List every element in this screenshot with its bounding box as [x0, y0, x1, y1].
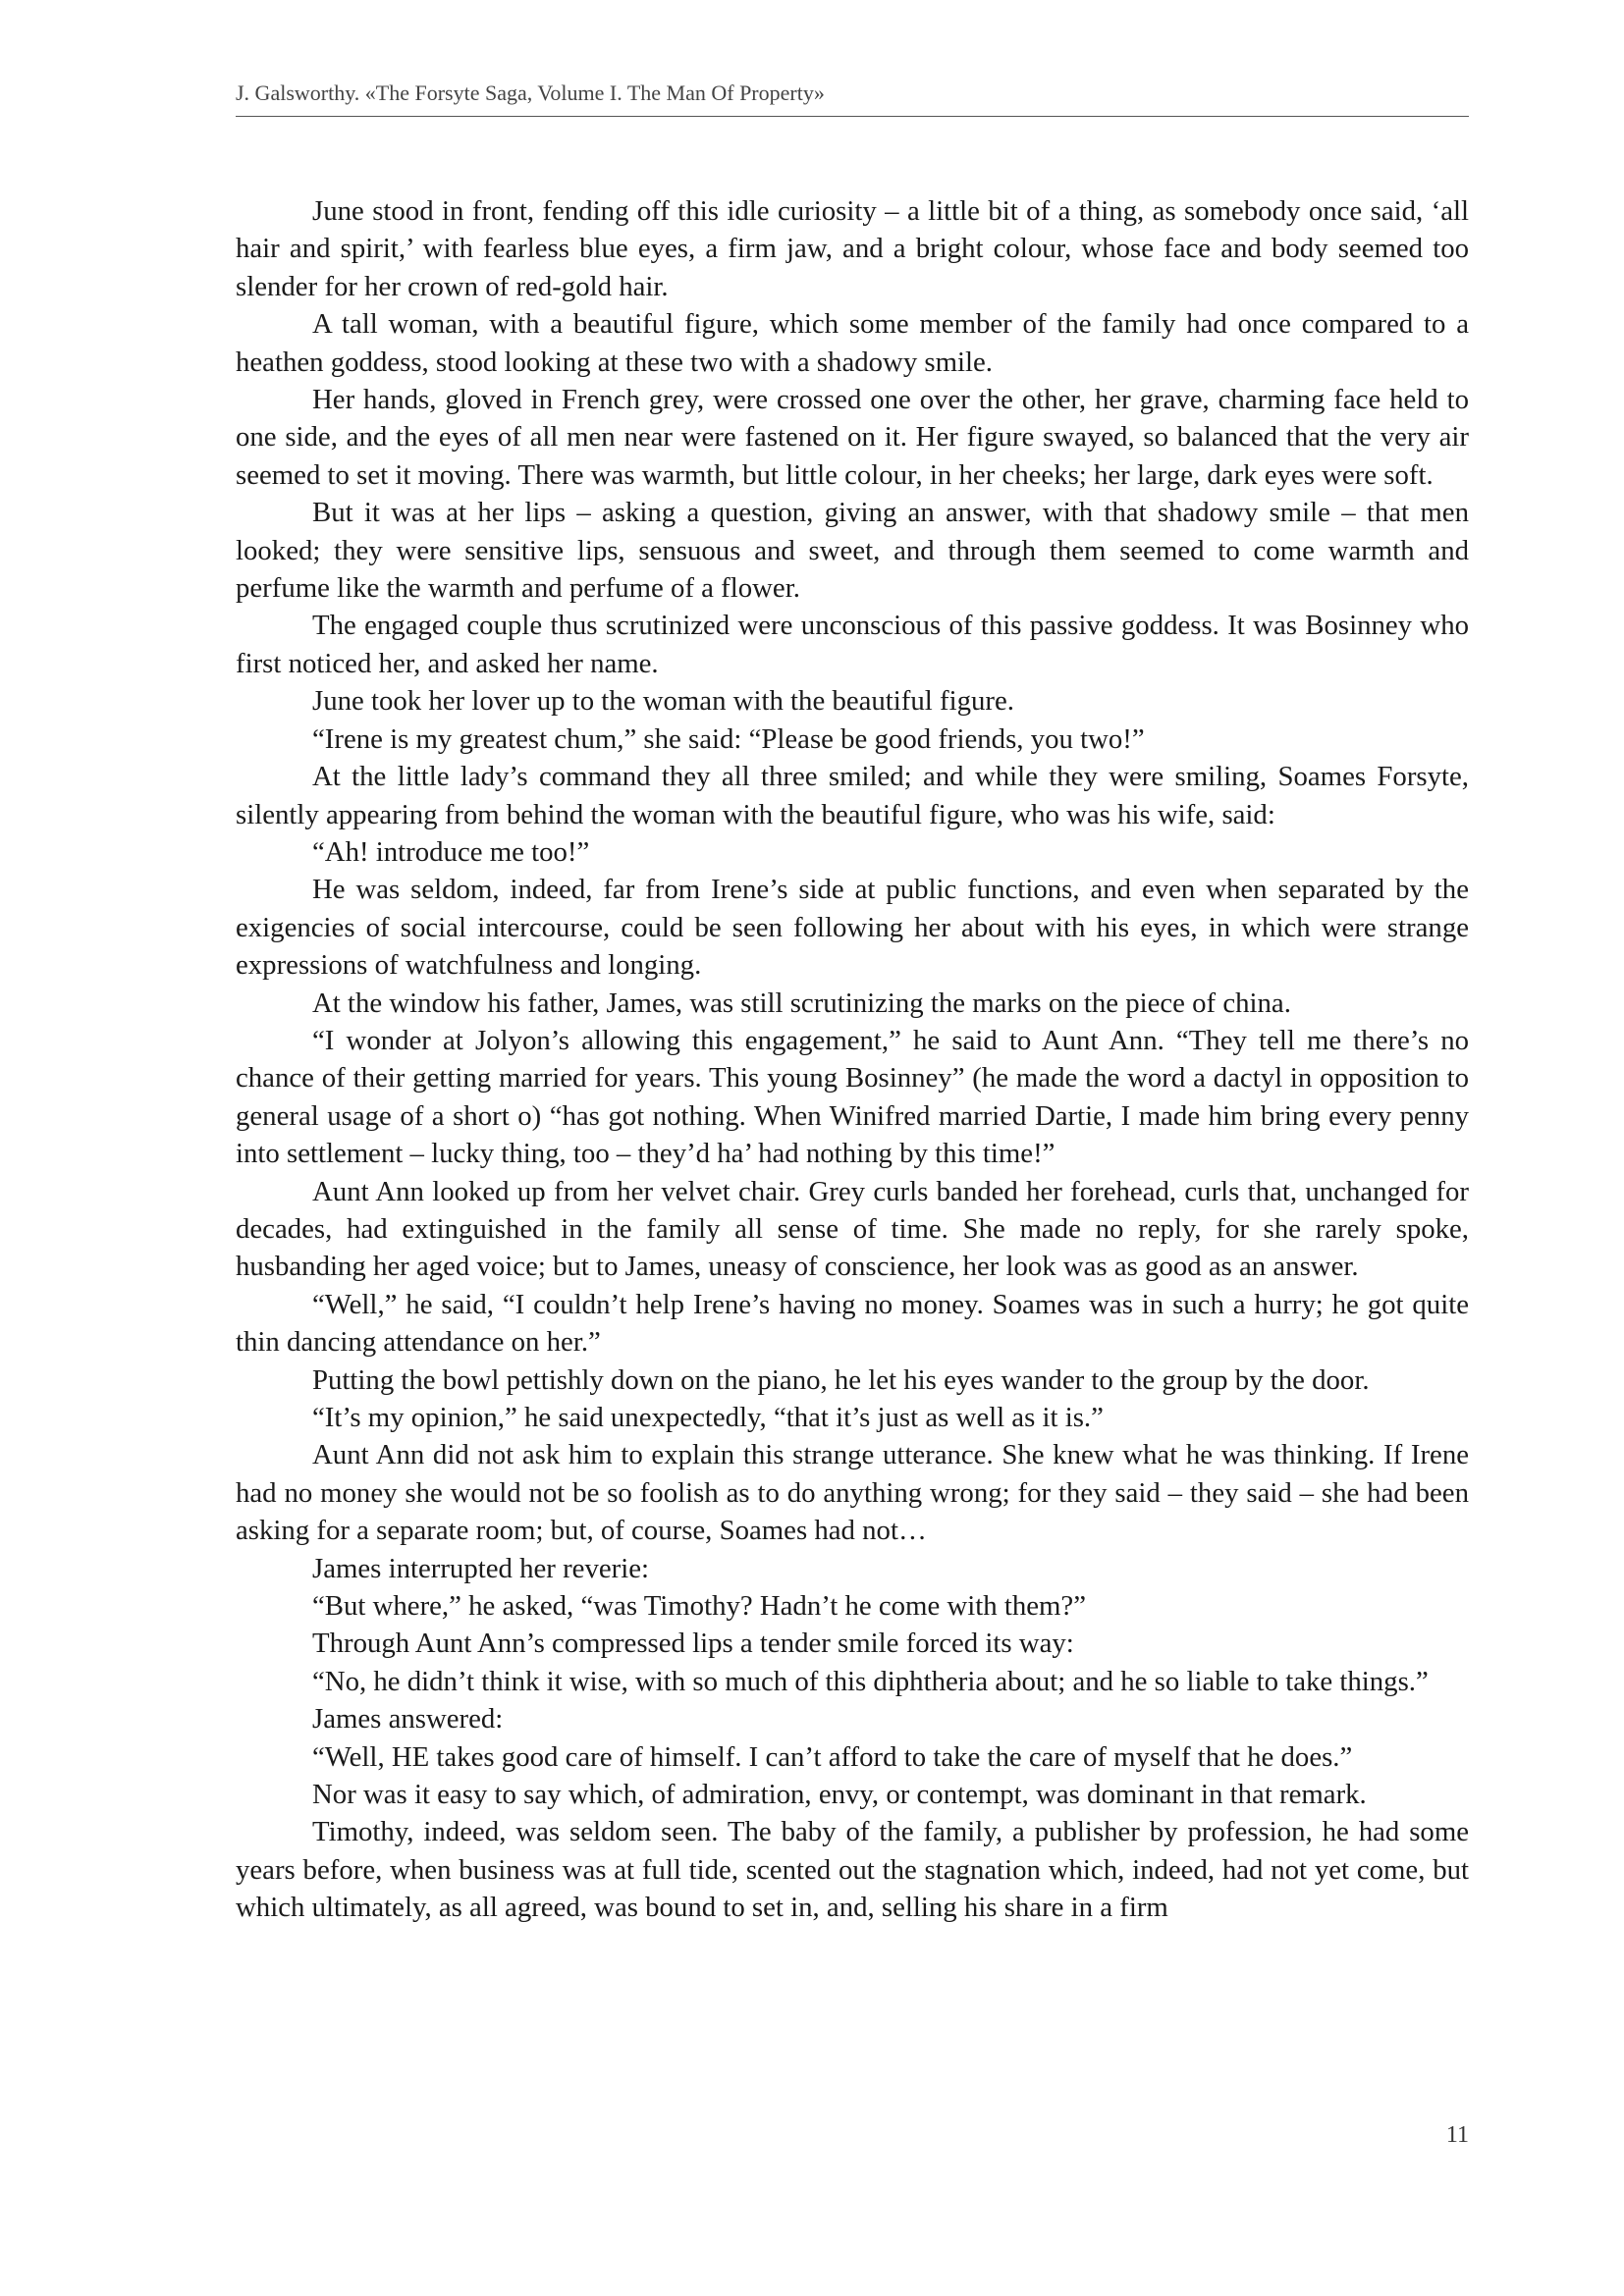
paragraph: “Well, HE takes good care of himself. I can’t afford to take the care of myself that he does.” [312, 1740, 1353, 1773]
paragraph: At the little lady’s command they all three smiled; and while they were smiling, Soames Forsyte, silently appearing from behind the woman with the beautiful figure, who was his wife, said: [236, 761, 1469, 830]
paragraph: “Irene is my greatest chum,” she said: “Please be good friends, you two!” [312, 722, 1145, 755]
paragraph: But it was at her lips – asking a question, giving an answer, with that shadowy smile – that men looked; they were sensitive lips, sensuous and sweet, and through them seemed to come warmth and perfume like the warmth and perfume of a flower. [236, 497, 1469, 605]
running-title: J. Galsworthy. «The Forsyte Saga, Volume I. The Man Of Property» [236, 80, 825, 105]
paragraph: He was seldom, indeed, far from Irene’s side at public functions, and even when separated by the exigencies of social intercourse, could be seen following her about with his eyes, in which were strange expressions of watchfulness and longing. [236, 874, 1469, 982]
paragraph: Timothy, indeed, was seldom seen. The baby of the family, a publisher by profession, he had some years before, when business was at full tide, scented out the stagnation which, indeed, had not yet come, but which ultimately, as all agreed, was bound to set in, and, selling his share in a firm [236, 1816, 1469, 1924]
paragraph: Aunt Ann looked up from her velvet chair. Grey curls banded her forehead, curls that, unchanged for decades, had extinguished in the family all sense of time. She made no reply, for she rarely spoke, husbanding her aged voice; but to James, uneasy of conscience, her look was as good as an answer. [236, 1175, 1469, 1283]
paragraph: Through Aunt Ann’s compressed lips a tender smile forced its way: [312, 1628, 1074, 1660]
paragraph: Nor was it easy to say which, of admiration, envy, or contempt, was dominant in that remark. [312, 1779, 1367, 1811]
paragraph: “I wonder at Jolyon’s allowing this engagement,” he said to Aunt Ann. “They tell me there’s no chance of their getting married for years. This young Bosinney” (he made the word a dactyl in opposition to general usage of a short o) “has got nothing. When Winifred married Dartie, I made him bring every penny into settlement – lucky thing, too – they’d ha’ had nothing by this time!” [236, 1024, 1469, 1170]
paragraph: James answered: [312, 1703, 504, 1735]
paragraph: Her hands, gloved in French grey, were crossed one over the other, her grave, charming face held to one side, and the eyes of all men near were fastened on it. Her figure swayed, so balanced that the very air seemed to set it moving. There was warmth, but little colour, in her cheeks; her large, dark eyes were soft. [236, 384, 1469, 491]
paragraph: “But where,” he asked, “was Timothy? Hadn’t he come with them?” [312, 1590, 1086, 1623]
page-body [236, 192, 1469, 1927]
paragraph: James interrupted her reverie: [312, 1552, 650, 1584]
paragraph: “No, he didn’t think it wise, with so much of this diphtheria about; and he so liable to take things.” [312, 1665, 1429, 1697]
running-header [236, 77, 1469, 117]
paragraph: June stood in front, fending off this idle curiosity – a little bit of a thing, as somebody once said, ‘all hair and spirit,’ with fearless blue eyes, a firm jaw, and a bright colour, whose face and body seemed too slender for her crown of red-gold hair. [236, 195, 1469, 302]
paragraph: The engaged couple thus scrutinized were unconscious of this passive goddess. It was Bosinney who first noticed her, and asked her name. [236, 610, 1469, 679]
paragraph: “Well,” he said, “I couldn’t help Irene’s having no money. Soames was in such a hurry; he got quite thin dancing attendance on her.” [236, 1288, 1469, 1359]
paragraph: A tall woman, with a beautiful figure, which some member of the family had once compared to a heathen goddess, stood looking at these two with a shadowy smile. [236, 308, 1469, 378]
paragraph: “Ah! introduce me too!” [312, 835, 590, 868]
page-number: 11 [1445, 2122, 1469, 2148]
paragraph: At the window his father, James, was still scrutinizing the marks on the piece of china. [312, 987, 1291, 1019]
paragraph: “It’s my opinion,” he said unexpectedly, “that it’s just as well as it is.” [312, 1402, 1104, 1433]
paragraph: Putting the bowl pettishly down on the piano, he let his eyes wander to the group by the door. [312, 1363, 1370, 1396]
paragraph: Aunt Ann did not ask him to explain this strange utterance. She knew what he was thinking. If Irene had no money she would not be so foolish as to do anything wrong; for they said – they said – she had been asking for a separate room; but, of course, Soames had not… [236, 1439, 1469, 1547]
paragraph: June took her lover up to the woman with the beautiful figure. [312, 685, 1014, 718]
